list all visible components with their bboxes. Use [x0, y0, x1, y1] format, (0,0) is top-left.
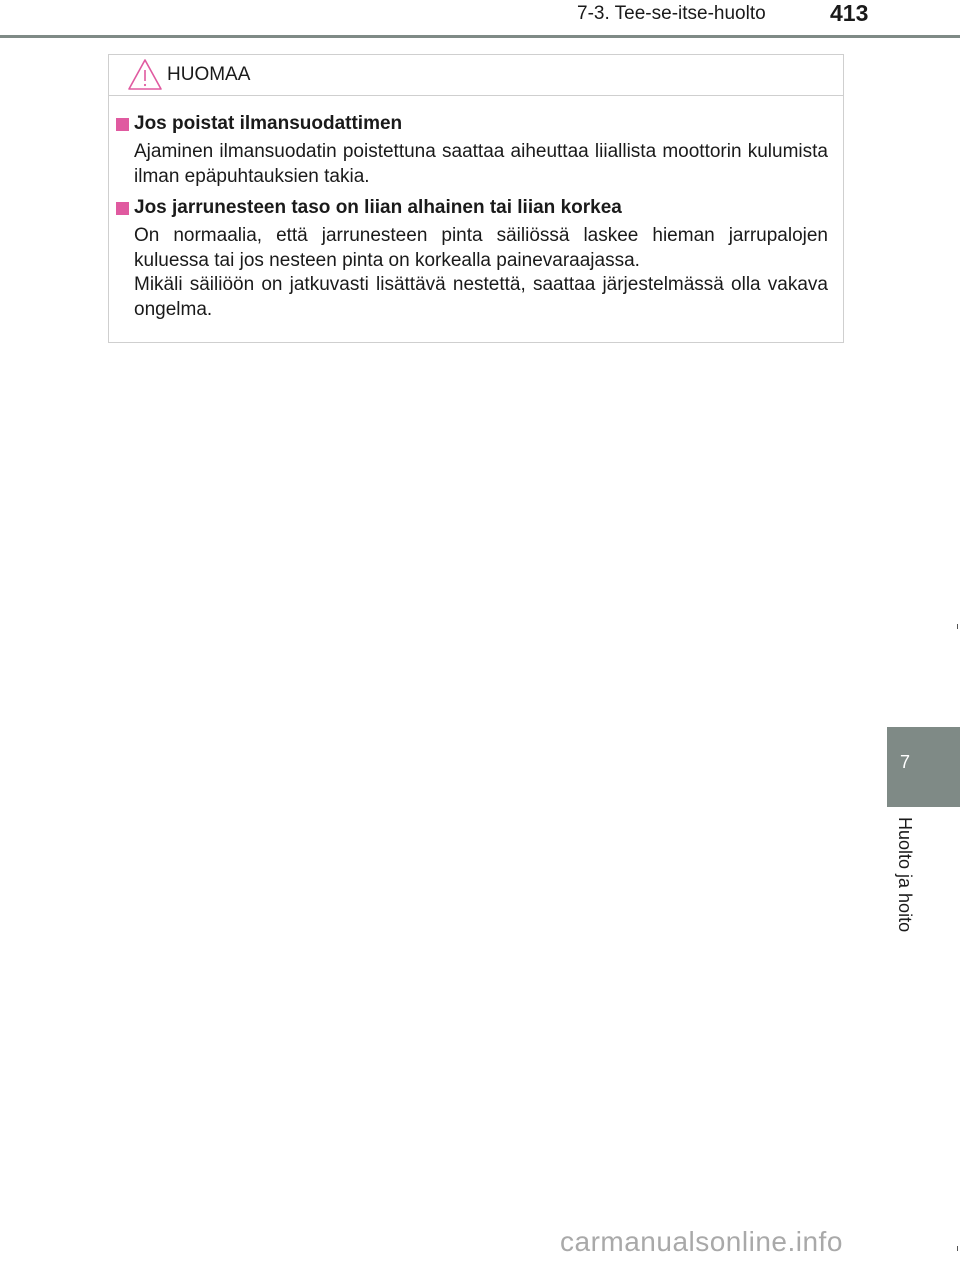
chapter-number: 7 — [899, 752, 910, 772]
item-paragraph: Ajaminen ilmansuodatin poistettuna saattaa aiheuttaa liiallista moottorin kulumista ilman epäpuhtauksien takia. — [134, 141, 828, 187]
page-number: 413 — [830, 0, 869, 26]
item-heading-text: Jos poistat ilmansuodattimen — [134, 113, 403, 134]
notice-item-air-filter — [116, 112, 828, 189]
item-text — [116, 224, 828, 322]
item-heading — [116, 112, 828, 136]
notice-title: HUOMAA — [167, 64, 251, 85]
notice-body — [109, 96, 843, 322]
crop-mark — [957, 624, 958, 629]
crop-mark — [957, 1246, 958, 1251]
item-paragraph: Mikäli säiliöön on jatkuvasti lisättävä nestettä, saattaa järjestelmässä olla vakava ongelma. — [134, 274, 828, 320]
header-rule — [0, 35, 960, 38]
item-heading-text: Jos jarrunesteen taso on liian alhainen tai liian korkea — [134, 197, 622, 218]
chapter-name: Huolto ja hoito — [895, 817, 915, 933]
item-heading — [116, 196, 828, 220]
square-bullet-icon — [116, 118, 129, 131]
watermark: carmanualsonline.info — [560, 1226, 843, 1257]
item-text — [116, 140, 828, 189]
square-bullet-icon — [116, 202, 129, 215]
warning-triangle-icon — [127, 58, 163, 91]
item-paragraph: On normaalia, että jarrunesteen pinta säiliössä laskee hieman jarrupalojen kuluessa tai jos nesteen pinta on korkealla painevaraajassa. — [134, 225, 828, 271]
notice-header — [109, 55, 843, 96]
notice-item-brake-fluid — [116, 196, 828, 322]
notice-box — [108, 54, 844, 343]
section-title: 7-3. Tee-se-itse-huolto — [577, 3, 766, 24]
